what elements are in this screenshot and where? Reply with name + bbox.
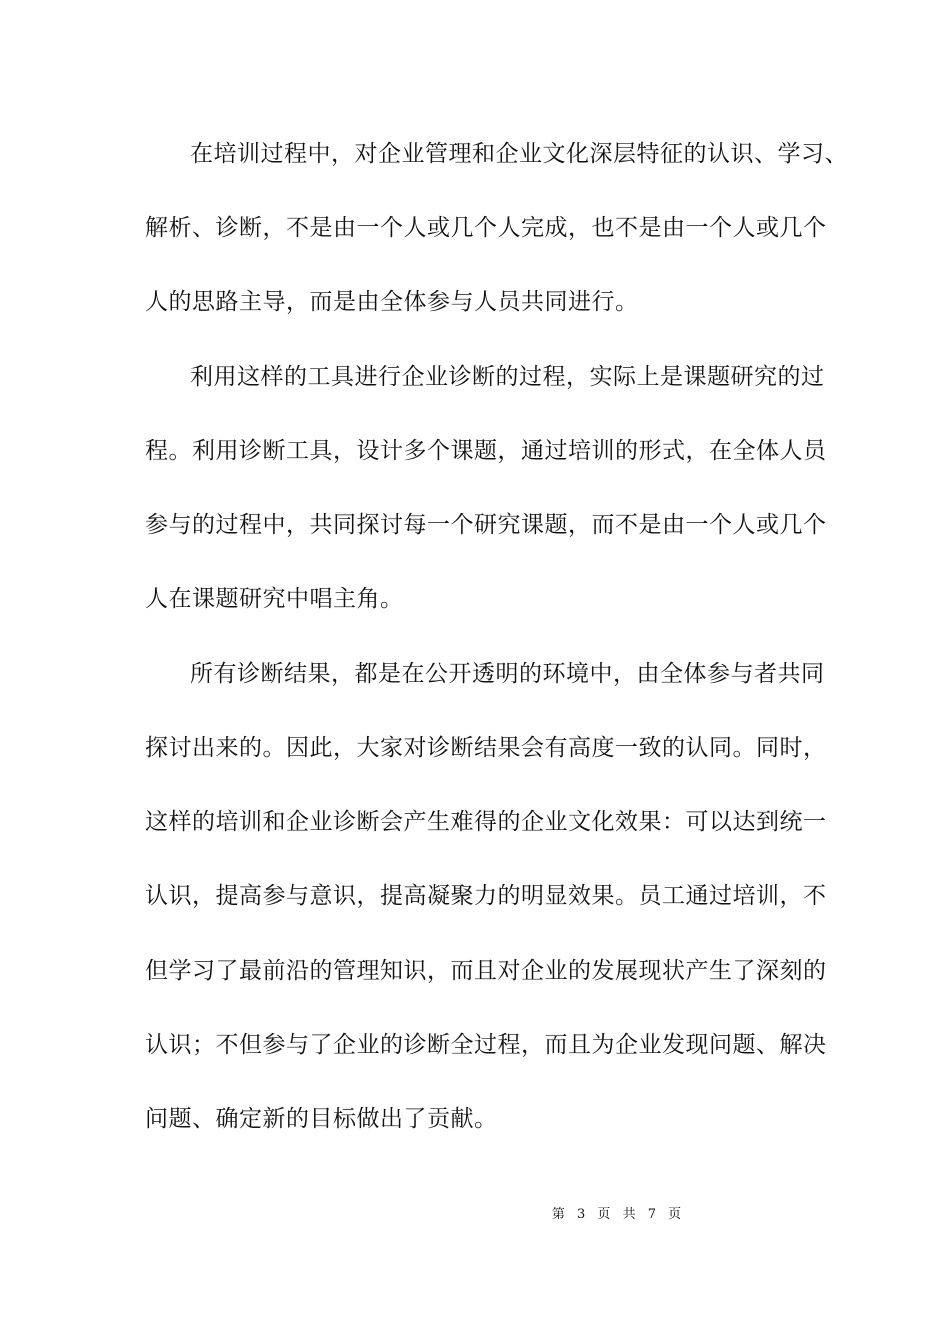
paragraph-3-line-3: 这样的培训和企业诊断会产生难得的企业文化效果：可以达到统一 [145,809,827,835]
footer-total-pages: 7 [647,1207,657,1222]
footer-total-prefix: 共 [622,1207,637,1222]
paragraph-3-line-5: 但学习了最前沿的管理知识，而且对企业的发展现状产生了深刻的 [145,958,827,984]
paragraph-2-line-2: 程。利用诊断工具，设计多个课题，通过培训的形式，在全体人员 [145,438,827,464]
footer-current-page: 3 [576,1207,587,1222]
footer-prefix: 第 [551,1207,566,1222]
paragraph-3-line-2: 探讨出来的。因此，大家对诊断结果会有高度一致的认同。同时， [145,735,827,761]
paragraph-2-line-4: 人在课题研究中唱主角。 [145,586,404,612]
paragraph-3-line-6: 认识；不但参与了企业的诊断全过程，而且为企业发现问题、解决 [145,1032,827,1058]
paragraph-3-line-7: 问题、确定新的目标做出了贡献。 [145,1106,498,1132]
footer-page-word: 页 [597,1207,612,1222]
paragraph-3-line-1: 所有诊断结果，都是在公开透明的环境中，由全体参与者共同 [190,661,825,687]
paragraph-1-line-3: 人的思路主导，而是由全体参与人员共同进行。 [145,289,639,315]
paragraph-1-line-2: 解析、诊断，不是由一个人或几个人完成，也不是由一个人或几个 [145,215,827,241]
paragraph-1-line-1: 在培训过程中，对企业管理和企业文化深层特征的认识、学习、 [190,141,848,167]
paragraph-2-line-1: 利用这样的工具进行企业诊断的过程，实际上是课题研究的过 [190,364,825,390]
paragraph-2-line-3: 参与的过程中，共同探讨每一个研究课题，而不是由一个人或几个 [145,512,827,538]
footer-suffix: 页 [668,1207,683,1222]
paragraph-3-line-4: 认识，提高参与意识，提高凝聚力的明显效果。员工通过培训，不 [145,883,827,909]
page-number-footer [142,1206,950,1224]
